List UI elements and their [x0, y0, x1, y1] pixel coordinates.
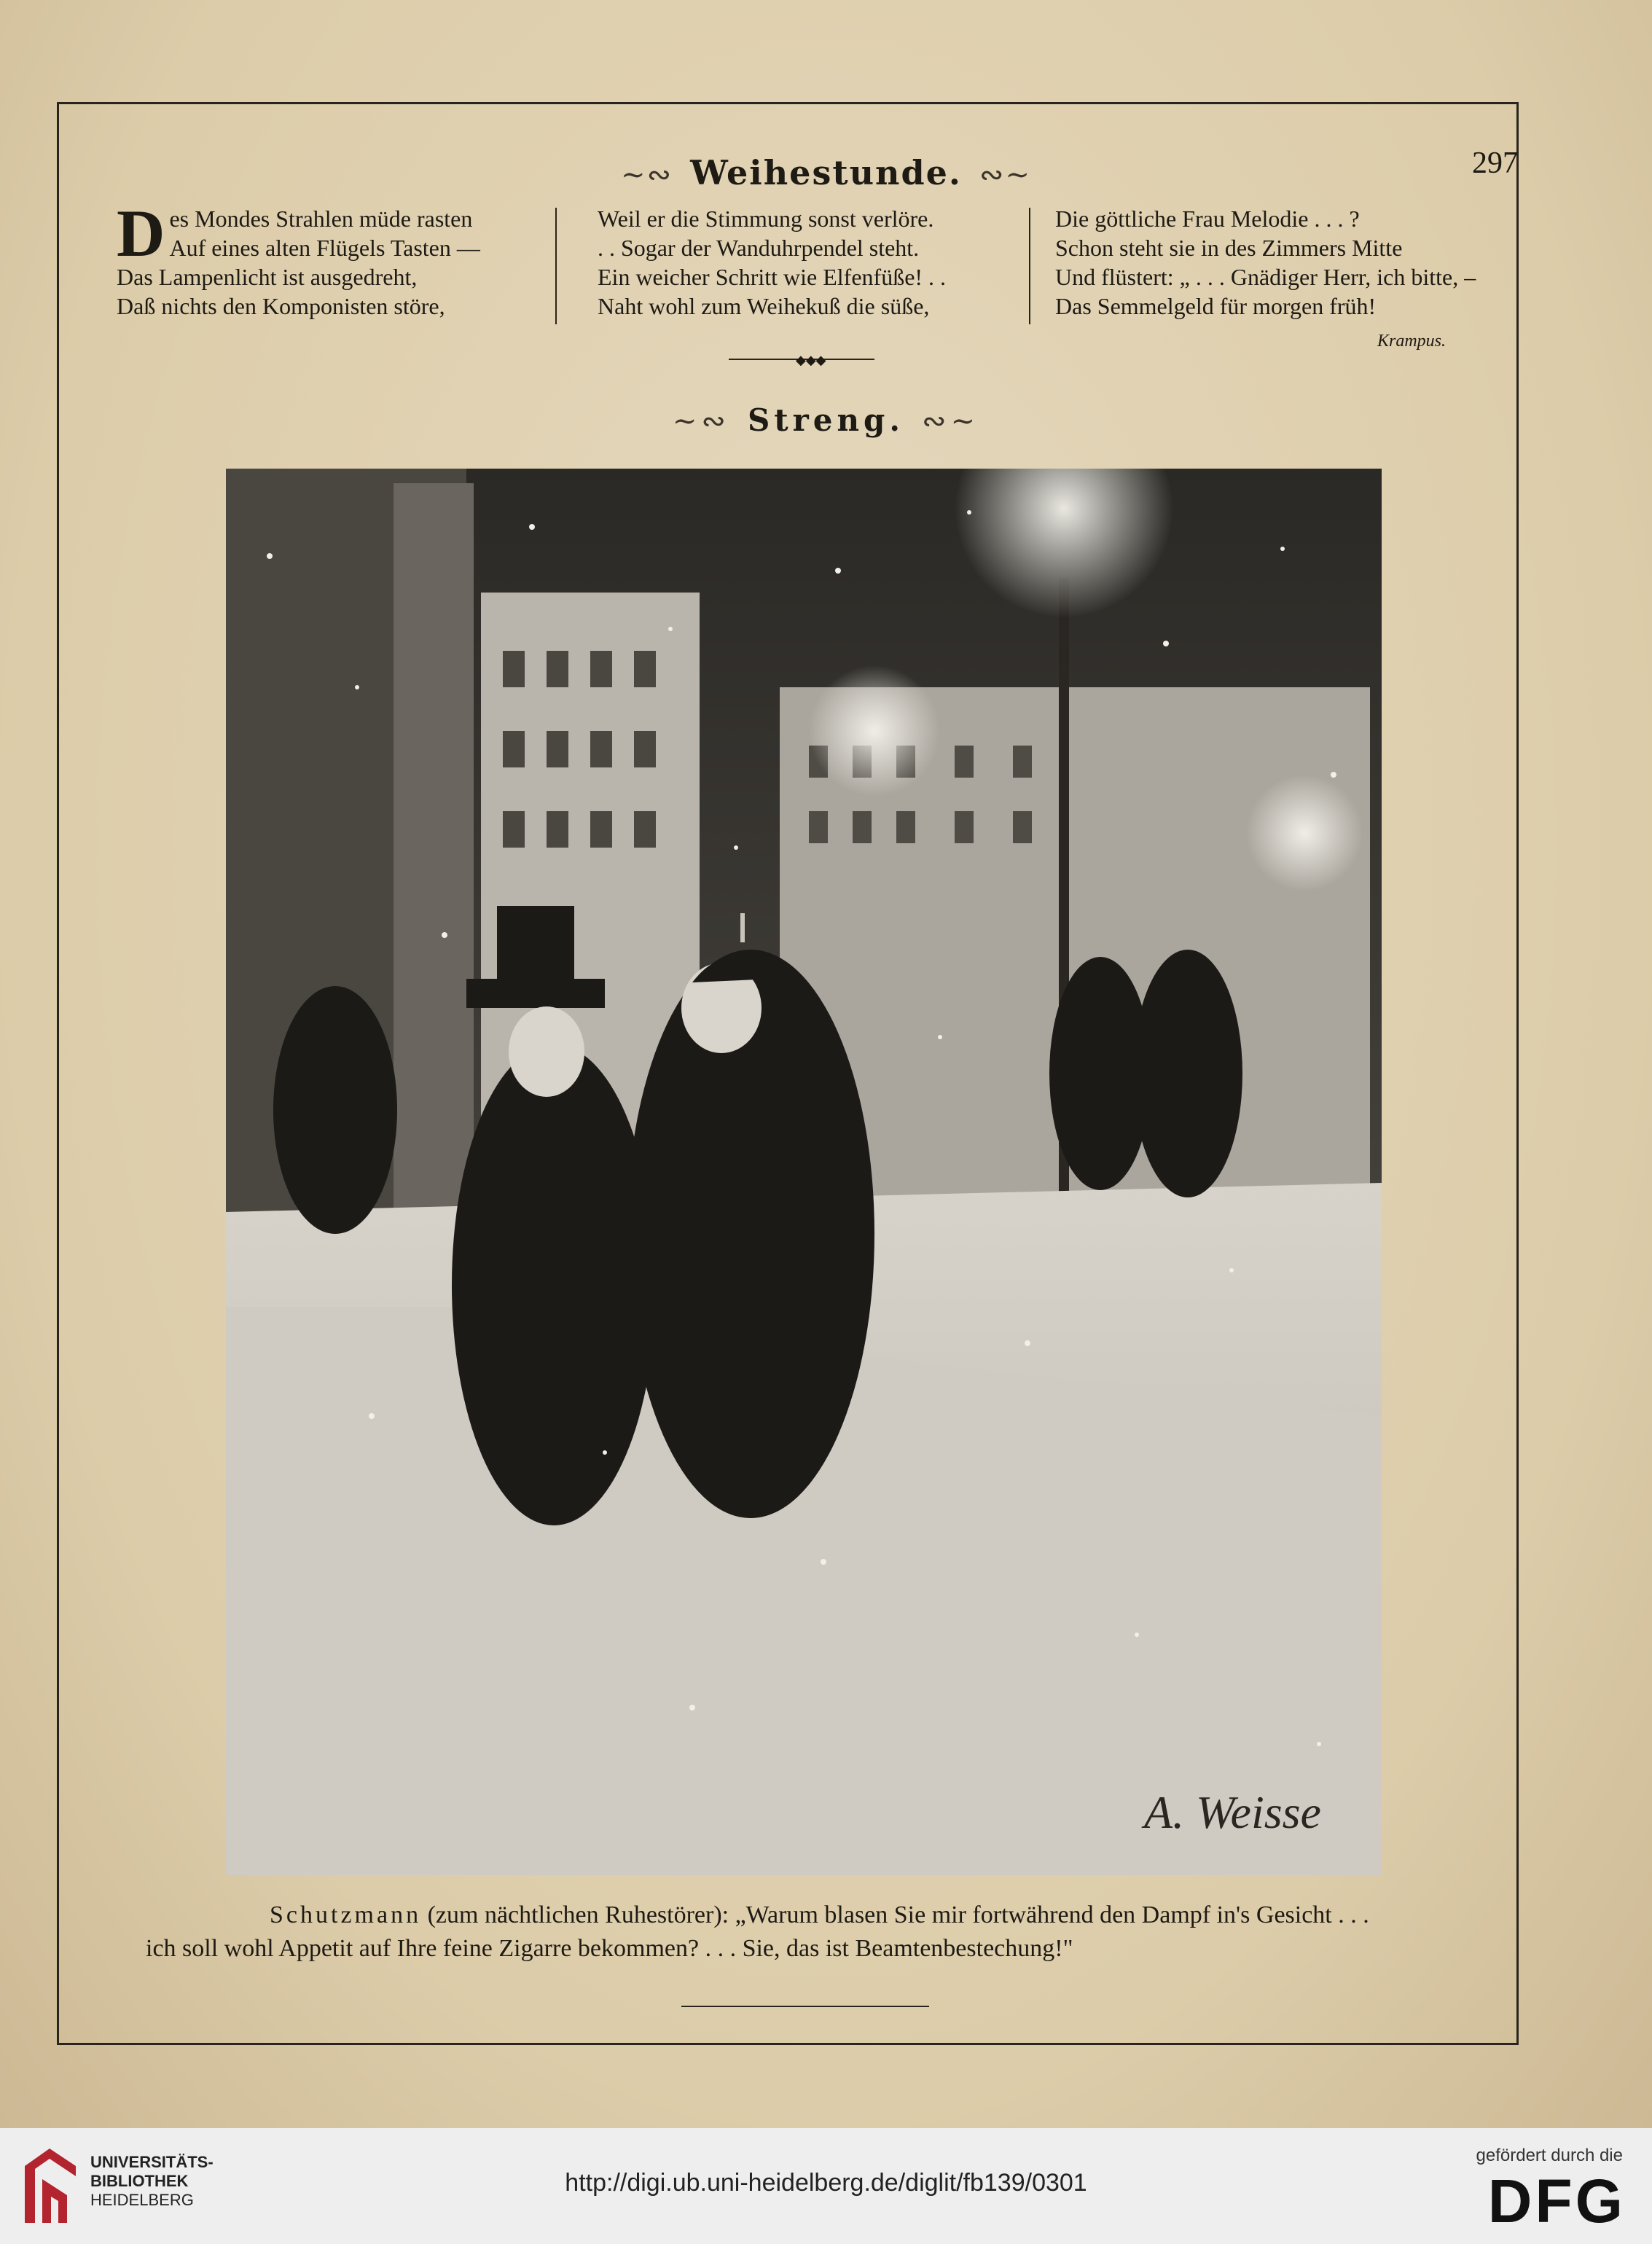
- poem-stanza-3: [1055, 204, 1492, 321]
- end-rule: [681, 2006, 929, 2007]
- caption-line-2: ich soll wohl Appetit auf Ihre feine Zigarre bekommen? . . . Sie, das ist Beamtenbestechung!": [146, 1935, 1073, 1962]
- cartoon-title: Streng.: [747, 402, 905, 438]
- drop-cap: D: [117, 196, 165, 270]
- poem-author: Krampus.: [1377, 332, 1447, 351]
- poem-line: Schon steht sie in des Zimmers Mitte: [1055, 235, 1403, 261]
- poem-stanza-1: [117, 196, 532, 321]
- funded-by-label: gefördert durch die: [1476, 2146, 1623, 2165]
- artist-signature: A. Weisse: [1144, 1786, 1321, 1838]
- caption-speaker: Schutzmann: [270, 1901, 422, 1928]
- poem-line: Auf eines alten Flügels Tasten —: [169, 235, 480, 261]
- poem-line: es Mondes Strahlen müde rasten: [169, 206, 473, 232]
- left-flourish-ornament: ∼∾: [621, 158, 673, 192]
- cartoon-illustration: [226, 469, 1382, 1875]
- column-rule: [555, 208, 557, 324]
- poem-line: Weil er die Stimmung sonst verlöre.: [598, 206, 934, 232]
- poem-title-row: [0, 153, 1652, 192]
- poem-line: Ein weicher Schritt wie Elfenfüße! . .: [598, 264, 947, 290]
- caption-quote-1: „Warum blasen Sie mir fortwährend den Dampf in's Gesicht . . .: [735, 1901, 1369, 1928]
- poem-stanza-2: [598, 204, 1006, 321]
- dfg-logo: DFG: [1487, 2167, 1626, 2235]
- page-number: 297: [1472, 146, 1518, 180]
- column-rule: [1029, 208, 1030, 324]
- poem-line: Daß nichts den Komponisten störe,: [117, 293, 445, 319]
- right-flourish-ornament: ∾∼: [922, 404, 980, 438]
- poem-line: Das Lampenlicht ist ausgedreht,: [117, 264, 418, 290]
- library-name-line: BIBLIOTHEK: [90, 2172, 189, 2190]
- poem-title: Weihestunde.: [690, 153, 962, 192]
- library-name-line: HEIDELBERG: [90, 2191, 194, 2209]
- cartoon-title-row: [0, 402, 1652, 438]
- poem-line: Und flüstert: „ . . . Gnädiger Herr, ich bitte, –: [1055, 264, 1476, 290]
- poem-line: Naht wohl zum Weihekuß die süße,: [598, 293, 930, 319]
- digitization-footer: [0, 2128, 1652, 2244]
- caption-context: (zum nächtlichen Ruhestörer):: [427, 1901, 729, 1928]
- source-url-link[interactable]: http://digi.ub.uni-heidelberg.de/diglit/fb139/0301: [565, 2169, 1087, 2197]
- caption-line-1: [146, 1899, 1508, 1932]
- divider-ornament: ◆◆◆: [796, 353, 826, 368]
- poem-line: Die göttliche Frau Melodie . . . ?: [1055, 206, 1360, 232]
- right-flourish-ornament: ∾∼: [979, 158, 1031, 192]
- poem-line: Das Semmelgeld für morgen früh!: [1055, 293, 1377, 319]
- library-name-line: UNIVERSITÄTS-: [90, 2153, 214, 2171]
- poem-line: . . Sogar der Wanduhrpendel steht.: [598, 235, 920, 261]
- cartoon-caption: [146, 1899, 1508, 1966]
- left-flourish-ornament: ∼∾: [672, 404, 730, 438]
